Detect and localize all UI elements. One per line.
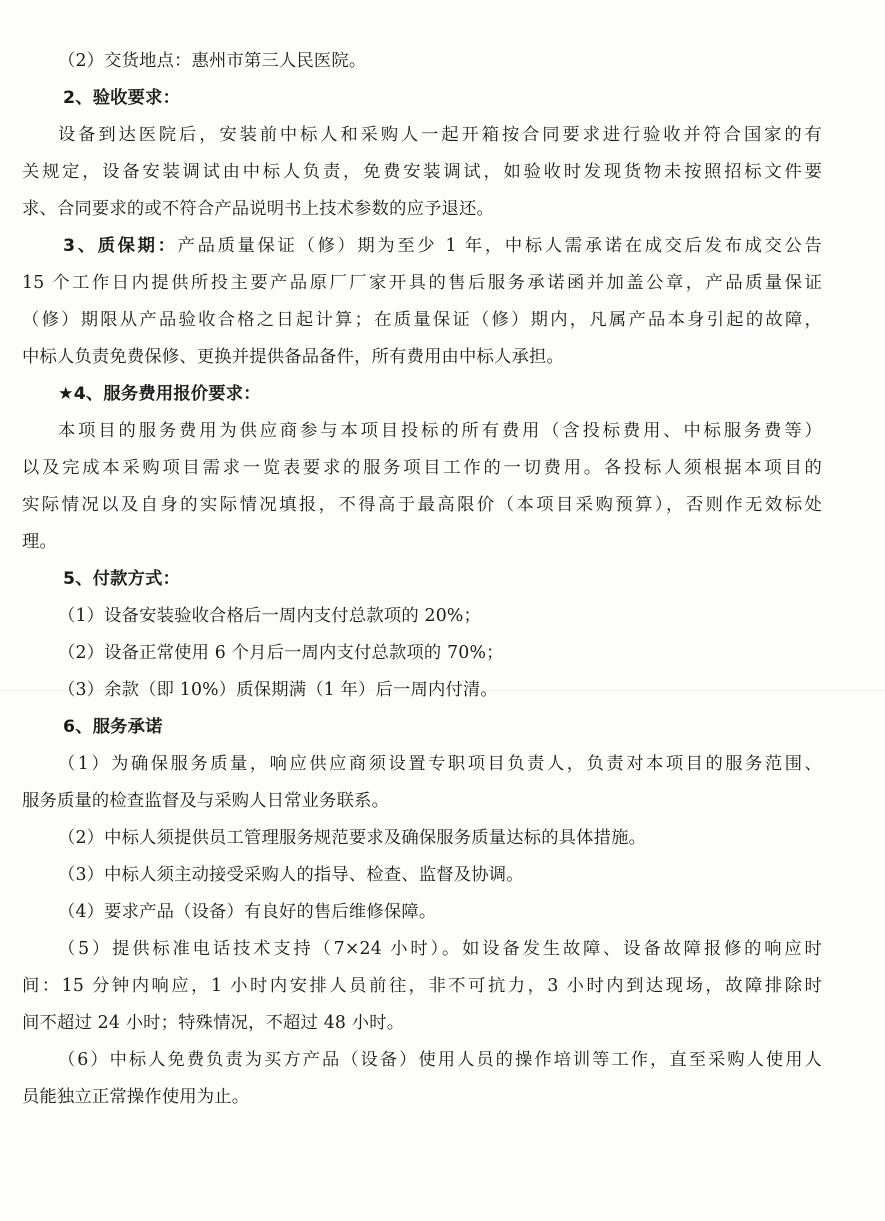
section-2-line: 关规定，设备安装调试由中标人负责，免费安装调试，如验收时发现货物未按照招标文件要 xyxy=(22,162,822,182)
service-item-3: （3）中标人须主动接受采购人的指导、检查、监督及协调。 xyxy=(58,865,524,885)
payment-item: （3）余款（即 10%）质保期满（1 年）后一周内付清。 xyxy=(58,680,498,700)
service-item-1: （1）为确保服务质量，响应供应商须设置专职项目负责人，负责对本项目的服务范围、 xyxy=(58,754,822,774)
section-5-heading: 5、付款方式： xyxy=(63,569,181,589)
section-4-heading: ★4、服务费用报价要求： xyxy=(58,384,261,404)
section-3-heading: 3、质保期： xyxy=(63,236,178,256)
document-body xyxy=(22,43,822,1116)
service-item-4: （4）要求产品（设备）有良好的售后维修保障。 xyxy=(58,902,437,922)
section-2-heading: 2、验收要求： xyxy=(63,88,181,108)
service-item-5: （5）提供标准电话技术支持（7×24 小时）。如设备发生故障、设备故障报修的响应时 xyxy=(58,939,822,959)
service-item-6: （6）中标人免费负责为买方产品（设备）使用人员的操作培训等工作，直至采购人使用人 xyxy=(58,1050,822,1070)
payment-item: （1）设备安装验收合格后一周内支付总款项的 20%； xyxy=(58,606,482,626)
section-3-line: 中标人负责免费保修、更换并提供备品备件，所有费用由中标人承担。 xyxy=(22,347,564,367)
section-3-first-line xyxy=(22,228,822,265)
payment-item: （2）设备正常使用 6 个月后一周内支付总款项的 70%； xyxy=(58,643,504,663)
service-item-2: （2）中标人须提供员工管理服务规范要求及确保服务质量达标的具体措施。 xyxy=(58,828,647,848)
service-item-5: 间：15 分钟内响应，1 小时内安排人员前往，非不可抗力，3 小时内到达现场，故障排除时 xyxy=(22,976,822,996)
section-6-heading: 6、服务承诺 xyxy=(63,717,163,737)
delivery-location: （2）交货地点：惠州市第三人民医院。 xyxy=(58,51,367,71)
section-2-line: 求、合同要求的或不符合产品说明书上技术参数的应予退还。 xyxy=(22,199,494,219)
section-4-line: 以及完成本采购项目需求一览表要求的服务项目工作的一切费用。各投标人须根据本项目的 xyxy=(22,458,822,478)
section-3-first-line-text: 产品质量保证（修）期为至少 1 年，中标人需承诺在成交后发布成交公告 xyxy=(177,236,822,256)
section-4-line: 理。 xyxy=(22,532,57,552)
service-item-1: 服务质量的检查监督及与采购人日常业务联系。 xyxy=(22,791,390,811)
section-3-line: 15 个工作日内提供所投主要产品原厂厂家开具的售后服务承诺函并加盖公章，产品质量保证 xyxy=(22,273,822,293)
service-item-5: 间不超过 24 小时；特殊情况，不超过 48 小时。 xyxy=(22,1013,405,1033)
section-4-line: 实际情况以及自身的实际情况填报，不得高于最高限价（本项目采购预算），否则作无效标处 xyxy=(22,495,822,515)
section-2-line: 设备到达医院后，安装前中标人和采购人一起开箱按合同要求进行验收并符合国家的有 xyxy=(58,125,822,145)
section-3-line: （修）期限从产品验收合格之日起计算；在质量保证（修）期内，凡属产品本身引起的故障， xyxy=(22,310,822,330)
service-item-6: 员能独立正常操作使用为止。 xyxy=(22,1087,250,1107)
section-4-line: 本项目的服务费用为供应商参与本项目投标的所有费用（含投标费用、中标服务费等） xyxy=(58,421,822,441)
